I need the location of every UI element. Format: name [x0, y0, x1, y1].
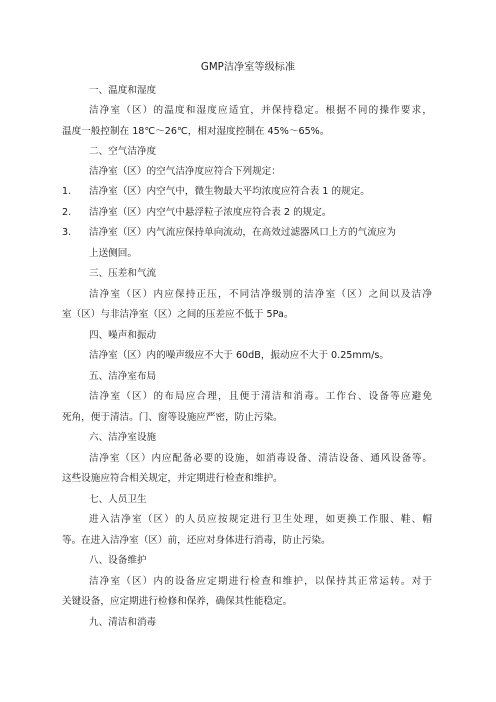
section-heading-3: 三、压差和气流 [89, 268, 157, 279]
paragraph-line: 洁净室（区）的温度和湿度应适宜，并保持稳定。根据不同的操作要求， [89, 105, 432, 116]
paragraph-line: 死角，便于清洁。门、窗等设施应严密，防止污染。 [62, 412, 283, 423]
section-heading-4: 四、噪声和振动 [89, 330, 157, 341]
section-heading-7: 七、人员卫生 [89, 494, 147, 505]
section-heading-1: 一、温度和湿度 [89, 85, 157, 96]
paragraph-line: 洁净室（区）内的设备应定期进行检查和维护，以保持其正常运转。对于 [89, 576, 432, 587]
list-text: 洁净室（区）内气流应保持单向流动，在高效过滤器风口上方的气流应为 [89, 227, 396, 238]
list-text: 洁净室（区）内空气中，微生物最大平均浓度应符合表 1 的规定。 [89, 186, 370, 197]
paragraph-line: 洁净室（区）的布局应合理，且便于清洁和消毒。工作台、设备等应避免 [89, 391, 432, 402]
document-title: GMP洁净室等级标准 [200, 62, 296, 73]
paragraph-line: 等。在进入洁净室（区）前，还应对身体进行消毒，防止污染。 [62, 535, 331, 546]
paragraph-line: 洁净室（区）的空气洁净度应符合下列规定： [89, 166, 281, 177]
list-number: 2. [62, 207, 72, 218]
paragraph-line: 洁净室（区）内应配备必要的设施，如消毒设备、清洁设备、通风设备等。 [89, 453, 432, 464]
paragraph-line: 室（区）与非洁净室（区）之间的压差应不低于 5Pa。 [62, 309, 294, 320]
paragraph-line: 进入洁净室（区）的人员应按规定进行卫生处理，如更换工作服、鞋、帽 [89, 514, 432, 525]
paragraph-line: 温度一般控制在 18℃～26℃，相对湿度控制在 45%～65%。 [62, 126, 330, 137]
paragraph-line: 洁净室（区）内应保持正压，不同洁净级别的洁净室（区）之间以及洁净 [89, 289, 432, 300]
section-heading-5: 五、洁净室布局 [89, 371, 157, 382]
section-heading-6: 六、洁净室设施 [89, 432, 157, 443]
paragraph-line: 这些设施应符合相关规定，并定期进行检查和维护。 [62, 473, 283, 484]
list-text-continued: 上送侧回。 [89, 248, 137, 259]
list-number: 1. [62, 186, 72, 197]
section-heading-9: 九、清洁和消毒 [89, 617, 157, 628]
list-number: 3. [62, 227, 72, 238]
paragraph-line: 洁净室（区）内的噪声级应不大于 60dB，振动应不大于 0.25mm/s。 [89, 350, 389, 361]
list-text: 洁净室（区）内空气中悬浮粒子浓度应符合表 2 的规定。 [89, 207, 332, 218]
section-heading-8: 八、设备维护 [89, 555, 147, 566]
section-heading-2: 二、空气洁净度 [89, 146, 157, 157]
paragraph-line: 关键设备，应定期进行检修和保养，确保其性能稳定。 [62, 596, 293, 607]
